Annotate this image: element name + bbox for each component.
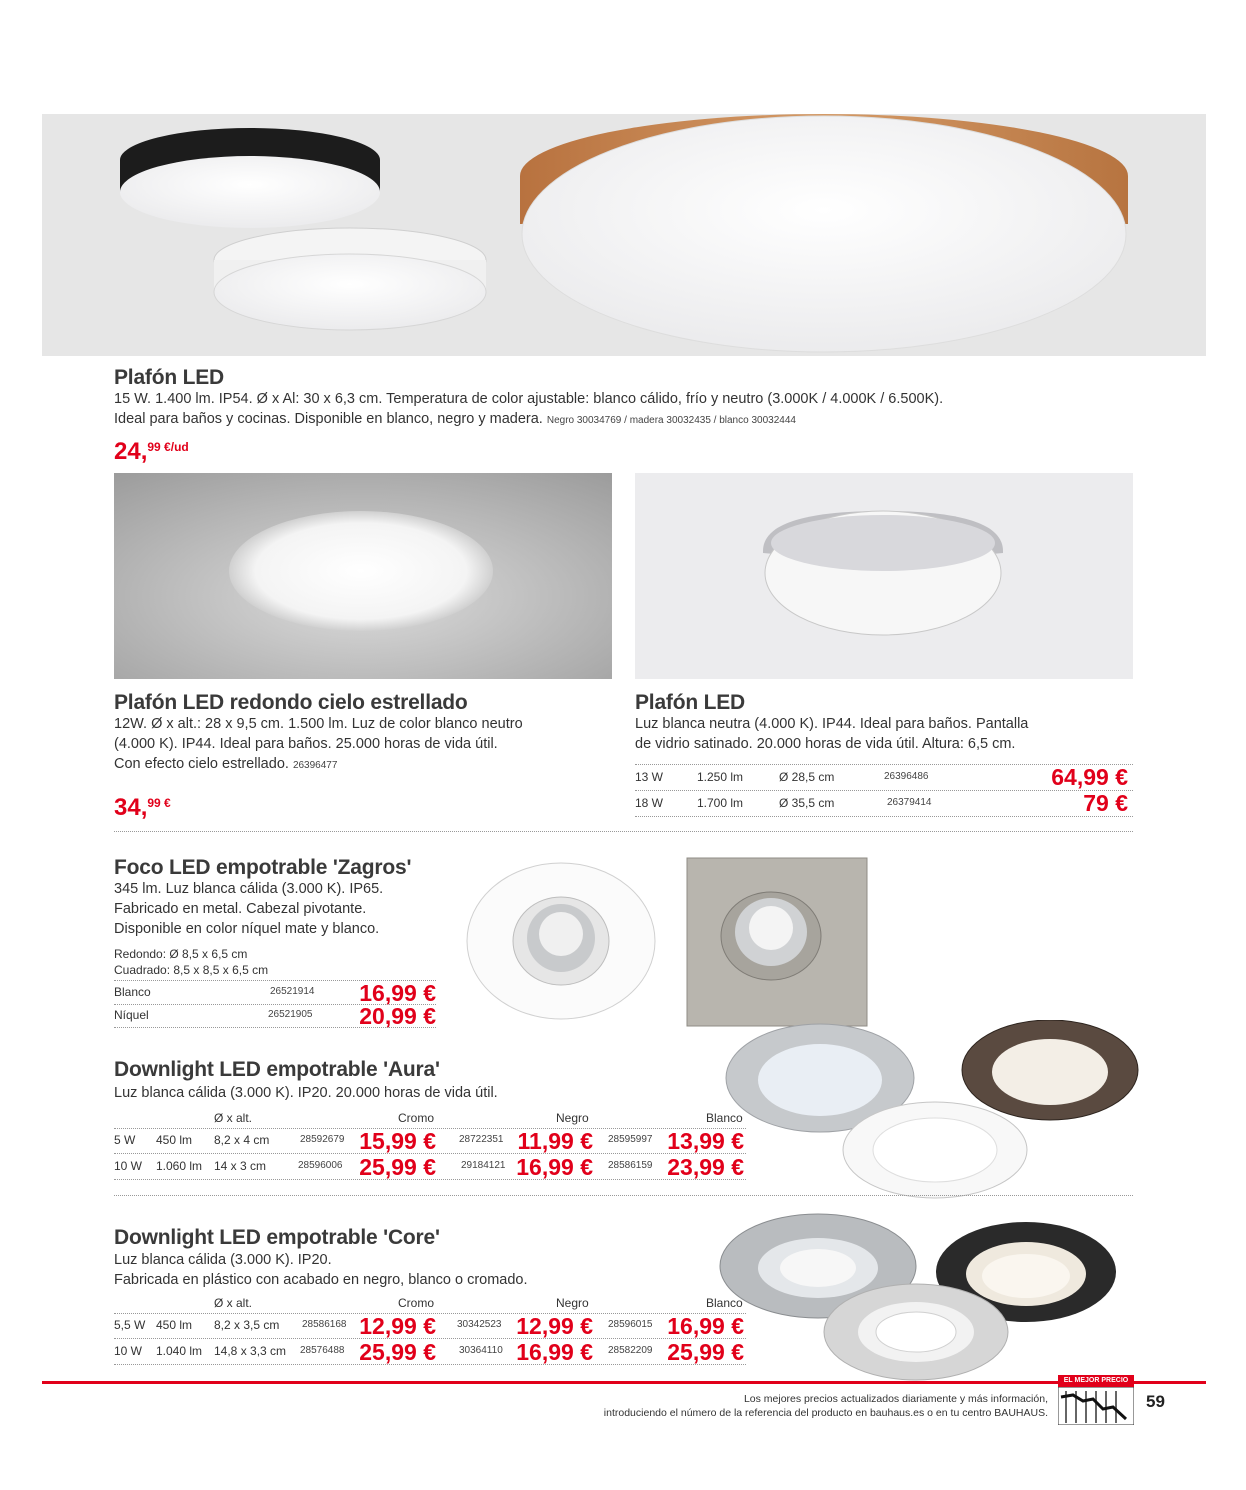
product2-price: [114, 794, 171, 822]
footer-line1: Los mejores precios actualizados diariamente y más información,: [743, 1393, 1048, 1405]
product2-desc-line2: (4.000 K). IP44. Ideal para baños. 25.000 horas de vida útil.: [114, 736, 498, 752]
table-cell: 8,2 x 3,5 cm: [214, 1318, 280, 1332]
divider: [635, 816, 1133, 817]
product2-desc-text: Con efecto cielo estrellado.: [114, 756, 289, 772]
table-header: Cromo: [398, 1111, 435, 1125]
product2-price-int: 34,: [114, 794, 148, 821]
table-cell-ref: 28576488: [300, 1345, 345, 1356]
table-cell: 5 W: [114, 1133, 136, 1147]
product1-desc: [114, 389, 1114, 431]
table-cell-ref: 28586168: [302, 1319, 347, 1330]
table-price: 20,99 €: [359, 1003, 436, 1029]
table-cell-ref: 26379414: [887, 797, 932, 808]
table-header: Blanco: [706, 1111, 743, 1125]
product4-desc-line2: Fabricado en metal. Cabezal pivotante.: [114, 901, 367, 917]
table-cell-ref: 28592679: [300, 1134, 345, 1145]
product1-price-int: 24,: [114, 438, 148, 465]
product1-price: [114, 438, 189, 466]
table-price: 23,99 €: [667, 1154, 744, 1180]
table-price: 16,99 €: [359, 980, 436, 1006]
product2-desc-line3: [114, 754, 614, 776]
table-cell-ref: 29184121: [461, 1160, 506, 1171]
table-header: Blanco: [706, 1296, 743, 1310]
product4-image-round: [465, 856, 665, 1028]
table-cell: Ø 35,5 cm: [779, 796, 835, 810]
product1-desc-text: Ideal para baños y cocinas. Disponible en blanco, negro y madera.: [114, 411, 543, 427]
product1-desc-line1: 15 W. 1.400 lm. IP54. Ø x Al: 30 x 6,3 cm. Temperatura de color ajustable: blanco cálido, frío y neutro (3.000K / 4.000K / 6.500K).: [114, 391, 944, 407]
table-price: 11,99 €: [517, 1128, 593, 1154]
product5-title: Downlight LED empotrable 'Aura': [114, 1058, 440, 1081]
best-price-badge: [1058, 1375, 1134, 1425]
table-cell-ref: 28586159: [608, 1160, 653, 1171]
table-cell-ref: 30364110: [459, 1345, 503, 1356]
table-cell: 1.060 lm: [156, 1159, 203, 1173]
table-cell: 8,2 x 4 cm: [214, 1133, 270, 1147]
product2-ref: 26396477: [292, 760, 338, 771]
product6-desc: [114, 1250, 714, 1290]
table-cell: 450 lm: [156, 1133, 193, 1147]
divider: [114, 1364, 746, 1365]
table-cell: 450 lm: [156, 1318, 193, 1332]
table-header: Ø x alt.: [214, 1111, 253, 1125]
product3-desc-line1: Luz blanca neutra (4.000 K). IP44. Ideal para baños. Pantalla: [635, 716, 1029, 732]
table-cell: 14,8 x 3,3 cm: [214, 1344, 287, 1358]
table-header: Ø x alt.: [214, 1296, 253, 1310]
best-price-label: EL MEJOR PRECIO: [1058, 1375, 1134, 1387]
product3-desc: [635, 714, 1135, 754]
section-divider: [114, 1195, 1133, 1196]
product1-title: Plafón LED: [114, 366, 225, 389]
product4-desc-line3: Disponible en color níquel mate y blanco.: [114, 921, 380, 937]
product4-title: Foco LED empotrable 'Zagros': [114, 856, 412, 879]
table-cell-ref: 28595997: [608, 1134, 653, 1145]
price-chart-icon: [1058, 1387, 1134, 1425]
product6-desc-line1: Luz blanca cálida (3.000 K). IP20.: [114, 1252, 332, 1268]
table-cell: 10 W: [114, 1159, 143, 1173]
section-divider: [114, 831, 1133, 832]
product6-title: Downlight LED empotrable 'Core': [114, 1226, 440, 1249]
page-number: 59: [1146, 1392, 1165, 1411]
table-header: Negro: [556, 1296, 589, 1310]
product3-title: Plafón LED: [635, 691, 746, 714]
divider: [635, 790, 1133, 791]
table-cell-ref: 28582209: [608, 1345, 653, 1356]
table-price: 25,99 €: [667, 1339, 744, 1365]
table-cell: 14 x 3 cm: [214, 1159, 267, 1173]
table-cell: 1.250 lm: [697, 770, 744, 784]
product4-dim2: Cuadrado: 8,5 x 8,5 x 6,5 cm: [114, 963, 269, 977]
product6-desc-line2: Fabricada en plástico con acabado en negro, blanco o cromado.: [114, 1272, 528, 1288]
table-price: 25,99 €: [359, 1339, 436, 1365]
table-price: 25,99 €: [359, 1154, 436, 1180]
table-price: 16,99 €: [667, 1313, 744, 1339]
table-cell: 1.040 lm: [156, 1344, 203, 1358]
product1-price-cents: 99 €/ud: [147, 440, 189, 454]
product2-image: [114, 473, 612, 679]
table-price: 16,99 €: [516, 1339, 593, 1365]
product4-desc: [114, 879, 454, 939]
table-price: 12,99 €: [516, 1313, 593, 1339]
product5-desc: [114, 1083, 714, 1103]
table-cell: Ø 28,5 cm: [779, 770, 835, 784]
product4-dim1: Redondo: Ø 8,5 x 6,5 cm: [114, 947, 248, 961]
product5-desc-line1: Luz blanca cálida (3.000 K). IP20. 20.000 horas de vida útil.: [114, 1085, 498, 1101]
product5-image: [722, 1020, 1142, 1200]
hero-image: [42, 114, 1206, 356]
table-price: 64,99 €: [1051, 764, 1128, 790]
table-cell: 1.700 lm: [697, 796, 744, 810]
footer-rule: [42, 1381, 1206, 1384]
table-cell: Níquel: [114, 1008, 149, 1022]
table-price: 12,99 €: [359, 1313, 436, 1339]
table-price: 16,99 €: [516, 1154, 593, 1180]
product3-desc-line2: de vidrio satinado. 20.000 horas de vida útil. Altura: 6,5 cm.: [635, 736, 1016, 752]
table-header: Negro: [556, 1111, 589, 1125]
product1-refs: Negro 30034769 / madera 30032435 / blanco 30032444: [546, 415, 796, 426]
product4-desc-line1: 345 lm. Luz blanca cálida (3.000 K). IP65.: [114, 881, 384, 897]
table-header: Cromo: [398, 1296, 435, 1310]
product6-image: [716, 1208, 1136, 1382]
product2-desc: [114, 714, 614, 776]
table-cell-ref: 26396486: [884, 771, 929, 782]
table-cell-ref: 28596006: [298, 1160, 343, 1171]
table-cell-ref: 30342523: [457, 1319, 502, 1330]
table-price: 13,99 €: [667, 1128, 744, 1154]
product4-image-square: [685, 856, 869, 1028]
footer-text: [604, 1392, 1048, 1420]
table-price: 15,99 €: [359, 1128, 436, 1154]
table-cell: 5,5 W: [114, 1318, 146, 1332]
table-cell-ref: 26521905: [268, 1009, 313, 1020]
table-cell: 13 W: [635, 770, 664, 784]
table-cell: Blanco: [114, 985, 151, 999]
footer-line2: introduciendo el número de la referencia del producto en bauhaus.es o en tu centro BAUHAUS.: [603, 1407, 1048, 1419]
product2-price-cents: 99 €: [147, 796, 171, 810]
product3-image: [635, 473, 1133, 679]
table-cell-ref: 26521914: [270, 986, 315, 997]
table-price: 79 €: [1083, 790, 1128, 816]
table-cell-ref: 28596015: [608, 1319, 653, 1330]
product2-desc-line1: 12W. Ø x alt.: 28 x 9,5 cm. 1.500 lm. Luz de color blanco neutro: [114, 716, 523, 732]
table-cell: 10 W: [114, 1344, 143, 1358]
table-cell: 18 W: [635, 796, 664, 810]
table-cell-ref: 28722351: [459, 1134, 504, 1145]
divider: [114, 1027, 436, 1028]
product2-title: Plafón LED redondo cielo estrellado: [114, 691, 468, 714]
product1-desc-line2: [114, 409, 1114, 431]
divider: [114, 1179, 746, 1180]
